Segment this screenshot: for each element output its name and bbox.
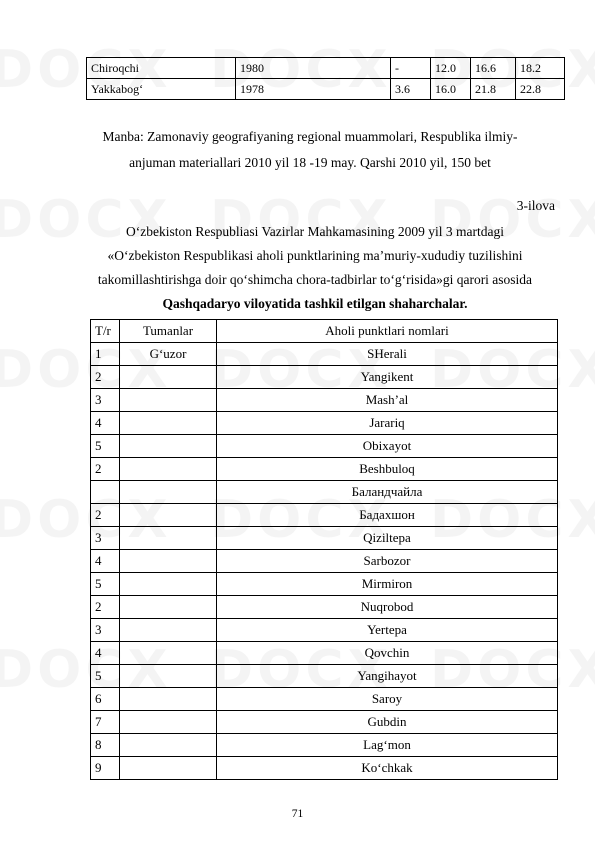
table-cell: 7 — [91, 711, 120, 734]
table-cell: Yertepa — [217, 619, 558, 642]
table-cell: Yangikent — [217, 366, 558, 389]
table-row — [91, 389, 558, 412]
table-cell: Yangihayot — [217, 665, 558, 688]
table-cell: 22.8 — [516, 79, 565, 100]
table-row — [91, 596, 558, 619]
table-row — [91, 481, 558, 504]
source-note — [80, 124, 540, 176]
table-cell: 9 — [91, 757, 120, 780]
table-cell: 5 — [91, 665, 120, 688]
column-header: Tumanlar — [120, 320, 217, 343]
table-cell — [120, 596, 217, 619]
table-cell: 1 — [91, 343, 120, 366]
table-cell: 16.0 — [431, 79, 471, 100]
column-header: T/r — [91, 320, 120, 343]
table-cell: 3 — [91, 389, 120, 412]
table-row — [91, 573, 558, 596]
table-row — [91, 504, 558, 527]
table-cell — [120, 642, 217, 665]
table-row — [91, 527, 558, 550]
table-cell: Beshbuloq — [217, 458, 558, 481]
table-row — [91, 688, 558, 711]
table-row — [91, 343, 558, 366]
appendix-label: 3-ilova — [516, 198, 555, 213]
table-cell — [120, 688, 217, 711]
table-cell: 5 — [91, 435, 120, 458]
table-cell: 18.2 — [516, 58, 565, 79]
table-row — [91, 366, 558, 389]
table-cell — [91, 481, 120, 504]
table-cell — [120, 711, 217, 734]
table-cell: Saroy — [217, 688, 558, 711]
table-row — [91, 619, 558, 642]
table-cell: 6 — [91, 688, 120, 711]
column-header: Aholi punktlari nomlari — [217, 320, 558, 343]
table-cell: 2 — [91, 458, 120, 481]
table-cell: 21.8 — [471, 79, 516, 100]
table-cell: 3 — [91, 619, 120, 642]
table-row — [91, 642, 558, 665]
table-cell: 16.6 — [471, 58, 516, 79]
intro-line: «O‘zbekiston Respublikasi aholi punktlarining ma’muriy-xududiy tuzilishini — [107, 248, 523, 263]
table-cell — [120, 734, 217, 757]
table-row — [91, 458, 558, 481]
table-cell — [120, 527, 217, 550]
table-cell: 2 — [91, 366, 120, 389]
table-cell: Lag‘mon — [217, 734, 558, 757]
table-cell: - — [391, 58, 431, 79]
table-cell: Бадахшон — [217, 504, 558, 527]
table-cell: Chiroqchi — [87, 58, 236, 79]
table-row — [91, 412, 558, 435]
table-cell — [120, 757, 217, 780]
table-row — [91, 734, 558, 757]
statistics-table — [86, 57, 565, 100]
table-cell: 3 — [91, 527, 120, 550]
table-cell: Yakkabog‘ — [87, 79, 236, 100]
table-cell: Nuqrobod — [217, 596, 558, 619]
settlements-table — [90, 319, 558, 780]
table-cell: Qiziltepa — [217, 527, 558, 550]
table-row — [87, 79, 565, 100]
table-row — [87, 58, 565, 79]
table-row — [91, 550, 558, 573]
table-cell — [120, 665, 217, 688]
intro-line: O‘zbekiston Respubliasi Vazirlar Mahkamasining 2009 yil 3 martdagi — [125, 224, 505, 239]
table-cell: 1978 — [236, 79, 391, 100]
table-cell — [120, 389, 217, 412]
table-cell: 1980 — [236, 58, 391, 79]
table-cell: 3.6 — [391, 79, 431, 100]
table-row — [91, 665, 558, 688]
table-cell: 2 — [91, 504, 120, 527]
intro-line: takomillashtirishga doir qo‘shimcha chora-tadbirlar to‘g‘risida»gi qarori asosida — [97, 272, 533, 287]
table-cell: Ko‘chkak — [217, 757, 558, 780]
table-cell: Mash’al — [217, 389, 558, 412]
table-row — [91, 435, 558, 458]
table-cell: Баландчайла — [217, 481, 558, 504]
table-cell: 12.0 — [431, 58, 471, 79]
table-cell — [120, 412, 217, 435]
table-cell: Qovchin — [217, 642, 558, 665]
table-cell: 8 — [91, 734, 120, 757]
table-cell: Gubdin — [217, 711, 558, 734]
table-cell — [120, 435, 217, 458]
table-cell: Obixayot — [217, 435, 558, 458]
table-cell — [120, 550, 217, 573]
table-cell: Mirmiron — [217, 573, 558, 596]
table-cell: 2 — [91, 596, 120, 619]
table-cell — [120, 504, 217, 527]
table-cell — [120, 458, 217, 481]
table-header-row — [91, 320, 558, 343]
table-cell — [120, 619, 217, 642]
source-line: anjuman materiallari 2010 yil 18 -19 may. Qarshi 2010 yil, 150 bet — [129, 155, 491, 170]
table-row — [91, 711, 558, 734]
table-cell — [120, 481, 217, 504]
intro-paragraph — [60, 220, 570, 316]
table-cell: Jarariq — [217, 412, 558, 435]
table-cell: 4 — [91, 412, 120, 435]
page-number: 71 — [291, 808, 304, 820]
table-title: Qashqadaryo viloyatida tashkil etilgan shaharchalar. — [162, 296, 468, 311]
table-cell — [120, 366, 217, 389]
table-cell: 5 — [91, 573, 120, 596]
table-cell: SHerali — [217, 343, 558, 366]
source-line: Manba: Zamonaviy geografiyaning regional muammolari, Respublika ilmiy- — [102, 129, 518, 144]
table-cell: 4 — [91, 550, 120, 573]
table-cell: Sarbozor — [217, 550, 558, 573]
table-cell: 4 — [91, 642, 120, 665]
table-cell — [120, 573, 217, 596]
table-row — [91, 757, 558, 780]
table-cell: G‘uzor — [120, 343, 217, 366]
